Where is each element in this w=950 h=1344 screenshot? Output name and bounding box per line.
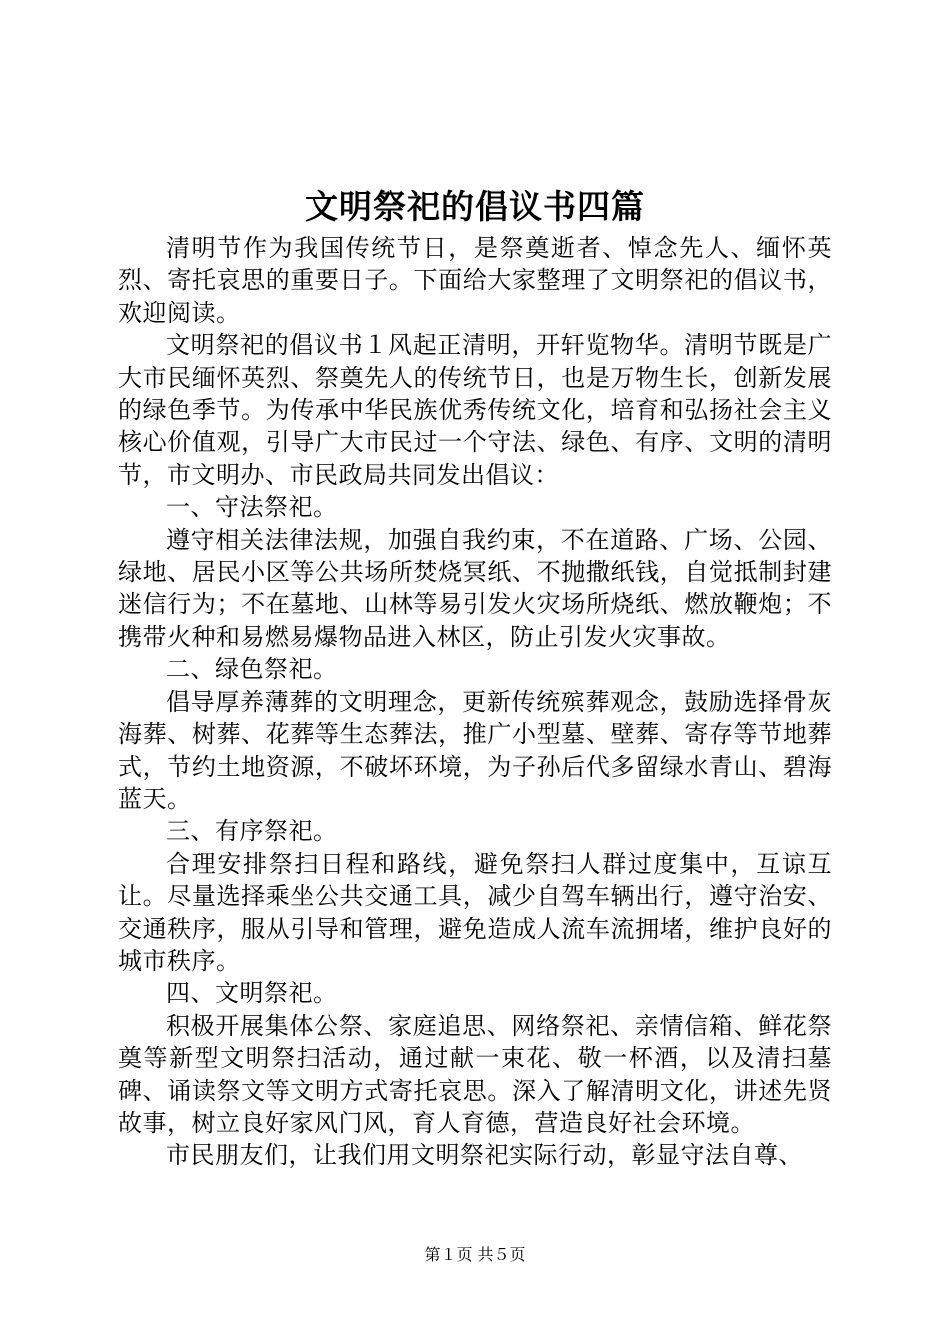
paragraph-intro: 清明节作为我国传统节日，是祭奠逝者、悼念先人、缅怀英烈、寄托哀思的重要日子。下面给大家整理了文明祭祀的倡议书，欢迎阅读。 bbox=[118, 234, 832, 327]
paragraph-civil: 积极开展集体公祭、家庭追思、网络祭祀、亲情信箱、鲜花祭奠等新型文明祭扫活动，通过献一束花、敬一杯酒，以及清扫墓碑、诵读祭文等文明方式寄托哀思。深入了解清明文化，讲述先贤故事，树立良好家风门风，育人育德，营造良好社会环境。 bbox=[118, 1011, 832, 1137]
document-body bbox=[118, 232, 832, 1172]
section-heading-green: 二、绿色祭祀。 bbox=[166, 655, 338, 684]
paragraph-closing: 市民朋友们，让我们用文明祭祀实际行动，彰显守法自尊、 bbox=[166, 1141, 803, 1170]
document-title: 文明祭祀的倡议书四篇 bbox=[305, 187, 645, 226]
paragraph-law: 遵守相关法律法规，加强自我约束，不在道路、广场、公园、绿地、居民小区等公共场所焚烧冥纸、不抛撒纸钱，自觉抵制封建迷信行为；不在墓地、山林等易引发火灾场所烧纸、燃放鞭炮；不携带火种和易燃易爆物品进入林区，防止引发火灾事故。 bbox=[118, 525, 832, 651]
paragraph-proposal-intro: 文明祭祀的倡议书１风起正清明，开轩览物华。清明节既是广大市民缅怀英烈、祭奠先人的传统节日，也是万物生长，创新发展的绿色季节。为传承中华民族优秀传统文化，培育和弘扬社会主义核心价值观，引导广大市民过一个守法、绿色、有序、文明的清明节，市文明办、市民政局共同发出倡议： bbox=[118, 331, 832, 489]
section-heading-civil: 四、文明祭祀。 bbox=[166, 979, 338, 1008]
page-footer: 第１页 共５页 bbox=[424, 1245, 526, 1264]
paragraph-order: 合理安排祭扫日程和路线，避免祭扫人群过度集中，互谅互让。尽量选择乘坐公共交通工具，减少自驾车辆出行，遵守治安、交通秩序，服从引导和管理，避免造成人流车流拥堵，维护良好的城市秩序。 bbox=[118, 849, 832, 975]
section-heading-order: 三、有序祭祀。 bbox=[166, 817, 338, 846]
section-heading-law: 一、守法祭祀。 bbox=[166, 493, 338, 522]
paragraph-green: 倡导厚养薄葬的文明理念，更新传统殡葬观念，鼓励选择骨灰海葬、树葬、花葬等生态葬法，推广小型墓、壁葬、寄存等节地葬式，节约土地资源，不破坏环境，为子孙后代多留绿水青山、碧海蓝天。 bbox=[118, 687, 832, 813]
